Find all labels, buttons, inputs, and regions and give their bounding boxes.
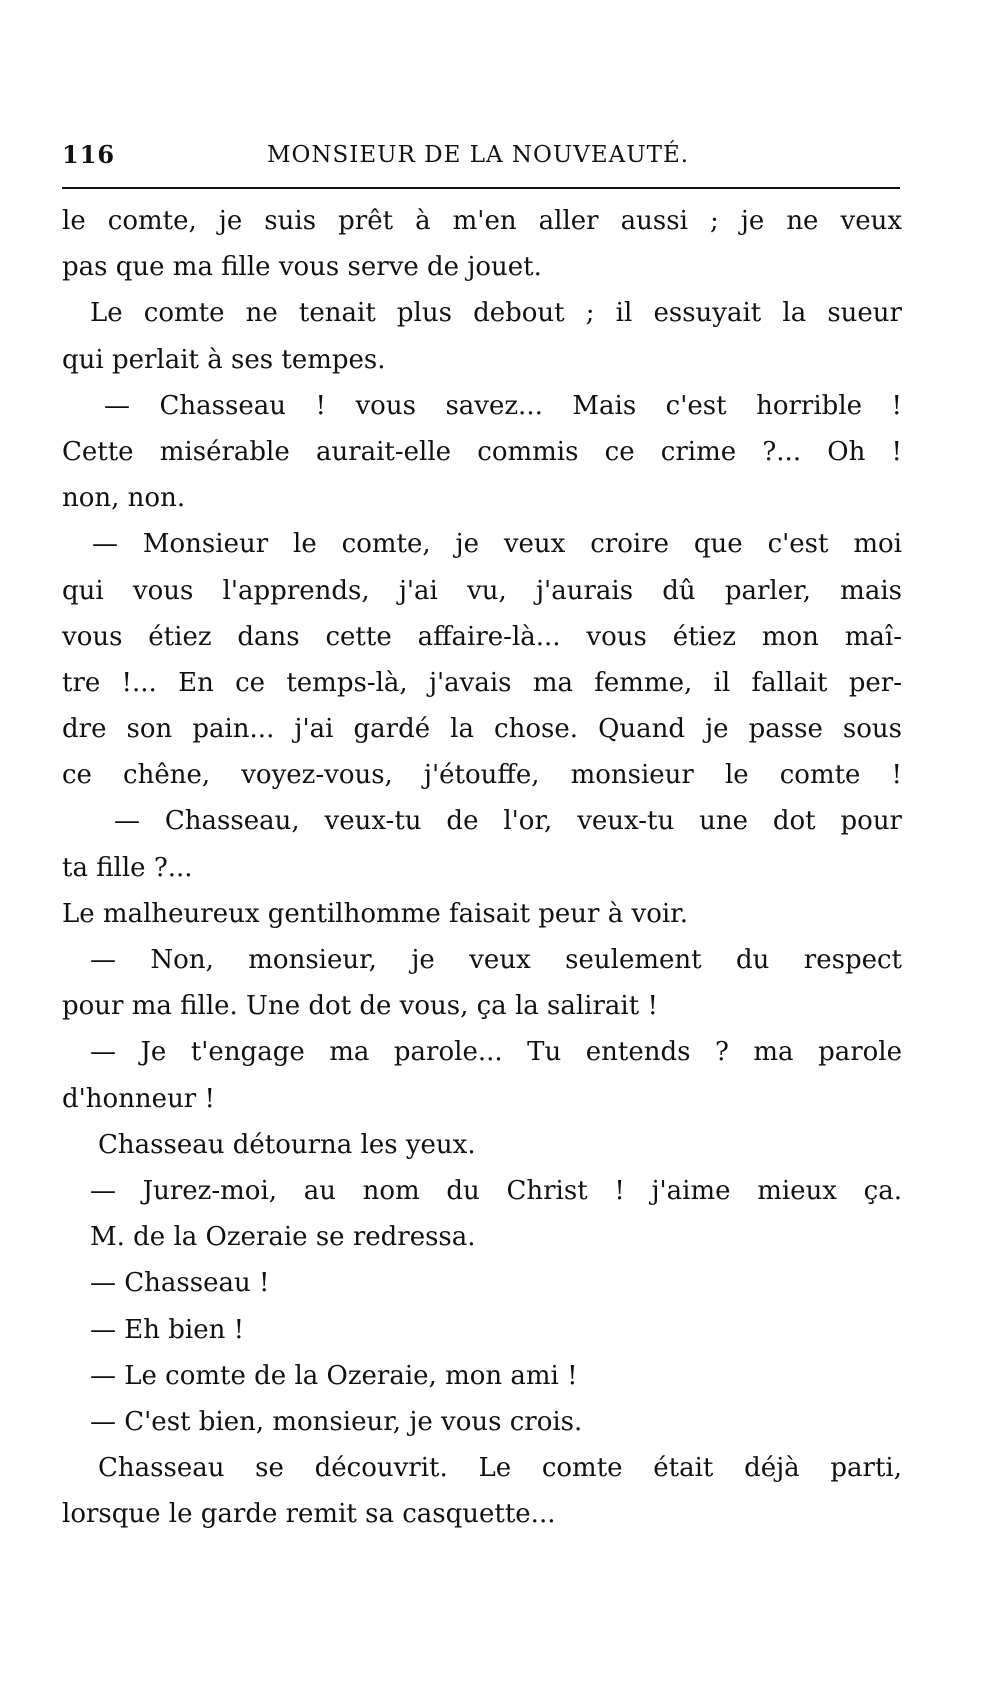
text-line: Cette misérable aurait-elle commis ce crime ?... Oh ! (62, 436, 902, 467)
text-line: — Chasseau ! vous savez... Mais c'est horrible ! (104, 390, 902, 421)
running-head (62, 140, 902, 180)
text-line: d'honneur ! (62, 1083, 215, 1114)
header-rule (62, 187, 900, 189)
text-line: — Le comte de la Ozeraie, mon ami ! (90, 1360, 578, 1391)
text-line: — Non, monsieur, je veux seulement du respect (90, 945, 902, 975)
text-line: dre son pain... j'ai gardé la chose. Quand je passe sous (62, 714, 902, 745)
text-line: — Chasseau ! (90, 1268, 270, 1299)
text-line: Chasseau détourna les yeux. (98, 1129, 476, 1160)
text-line: Le comte ne tenait plus debout ; il essuyait la sueur (90, 298, 902, 329)
text-line: pour ma fille. Une dot de vous, ça la salirait ! (62, 991, 658, 1022)
text-line: lorsque le garde remit sa casquette... (62, 1499, 556, 1530)
text-line: — Chasseau, veux-tu de l'or, veux-tu une dot pour (114, 806, 902, 837)
running-title: MONSIEUR DE LA NOUVEAUTÉ. (267, 142, 690, 168)
text-line: tre !... En ce temps-là, j'avais ma femme, il fallait per- (62, 667, 902, 698)
text-line: — Eh bien ! (90, 1314, 245, 1345)
page-number: 116 (62, 140, 116, 169)
text-line: — Je t'engage ma parole... Tu entends ? ma parole (90, 1037, 902, 1068)
text-line: le comte, je suis prêt à m'en aller aussi ; je ne veux (62, 206, 902, 236)
text-line: — C'est bien, monsieur, je vous crois. (90, 1406, 583, 1437)
text-line: vous étiez dans cette affaire-là... vous étiez mon maî- (62, 621, 902, 652)
text-line: ce chêne, voyez-vous, j'étouffe, monsieur le comte ! (62, 760, 902, 791)
body-text (62, 198, 902, 1537)
text-line: qui vous l'apprends, j'ai vu, j'aurais dû parler, mais (62, 575, 902, 606)
text-line: pas que ma fille vous serve de jouet. (62, 252, 542, 283)
text-line: qui perlait à ses tempes. (62, 344, 386, 375)
text-line: M. de la Ozeraie se redressa. (90, 1222, 476, 1253)
text-line: — Jurez-moi, au nom du Christ ! j'aime mieux ça. (90, 1175, 902, 1206)
text-line: Le malheureux gentilhomme faisait peur à voir. (62, 898, 689, 929)
text-line: ta fille ?... (62, 852, 193, 883)
text-line: Chasseau se découvrit. Le comte était déjà parti, (98, 1453, 902, 1484)
text-line: — Monsieur le comte, je veux croire que c'est moi (92, 529, 902, 560)
text-line: non, non. (62, 483, 186, 514)
